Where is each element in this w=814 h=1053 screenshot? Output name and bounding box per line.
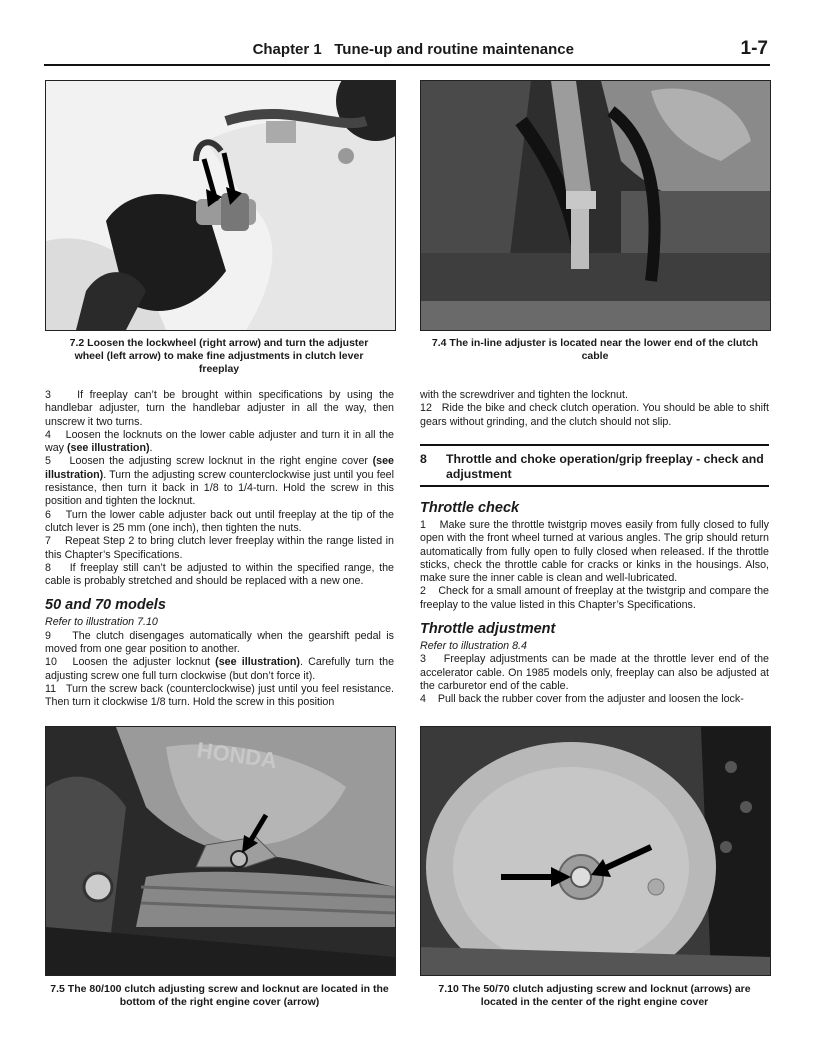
illustration-ref-8-4: Refer to illustration 8.4: [420, 640, 527, 653]
photo-7-5-drawing: [46, 727, 395, 975]
page-header: [44, 38, 770, 66]
throttle-paragraph-4: 4 Pull back the rubber cover from the adjuster and loosen the lock-: [420, 693, 744, 706]
honda-logo: HONDA: [195, 737, 279, 774]
subheading-throttle-check: Throttle check: [420, 500, 520, 516]
paragraph-10: [45, 656, 397, 683]
subheading-50-70-models: 50 and 70 models: [45, 597, 166, 614]
throttle-paragraph-2: 2 Check for a small amount of freeplay at the twistgrip and compare the freeplay to the value listed in this Chapter’s Specifications.: [420, 585, 772, 611]
paragraph-11: 11 Turn the screw back (counterclockwise) just until you feel resistance. Then turn it clockwise 1/8 turn. Hold the screw in this position: [45, 682, 397, 709]
section-number: 8: [420, 452, 427, 466]
paragraph-11-continued: with the screwdriver and tighten the locknut.: [420, 389, 628, 401]
caption-7-10: 7.10 The 50/70 clutch adjusting screw and locknut (arrows) are located in the center of the right engine cover: [438, 983, 751, 1008]
photo-7-4-drawing: [421, 81, 770, 330]
section-8-bottom-rule: [420, 485, 769, 487]
paragraph-12: 12 Ride the bike and check clutch operation. You should be able to shift gears without grinding, and the clutch should not slip.: [420, 402, 772, 428]
paragraph-4-ref: (see illustration): [66, 442, 150, 455]
paragraph-3: 3 If freeplay can’t be brought within specifications by using the handlebar adjuster, turn the handlebar adjuster in all the way, then unscrew it two turns.: [45, 389, 397, 428]
right-column-top: [420, 389, 772, 429]
illustration-ref-7-10: Refer to illustration 7.10: [45, 616, 158, 629]
photo-7-10-drawing: [421, 727, 770, 975]
photo-7-2-drawing: [46, 81, 395, 330]
section-title: Throttle and choke operation/grip freeplay - check and adjustment: [446, 452, 764, 481]
section-8-top-rule: [420, 444, 769, 446]
throttle-paragraph-1: 1 Make sure the throttle twistgrip moves easily from fully closed to fully open with the front wheel turned at various angles. The grip should return automatically from fully open to fully closed when released. If the throttle sticks, check the throttle cable for cracks or kinks in the housings. Also, make sure the inner cable is clean and well-lubricated.: [420, 519, 772, 585]
throttle-paragraph-3: 3 Freeplay adjustments can be made at the throttle lever end of the accelerator cable. On 1985 models only, freeplay can also be adjusted at the carburetor end of the cable.: [420, 653, 772, 692]
header-rule: [44, 64, 770, 66]
paragraph-4-text: 4 Loosen the locknuts on the lower cable adjuster and turn it in all the way: [45, 428, 397, 455]
photo-7-10-engine-cover: [420, 726, 771, 976]
caption-7-5: 7.5 The 80/100 clutch adjusting screw and locknut are located in the bottom of the right engine cover (arrow): [50, 983, 389, 1008]
paragraph-4: [45, 428, 397, 456]
page-number: 1-7: [740, 38, 768, 59]
paragraph-9: 9 The clutch disengages automatically when the gearshift pedal is moved from one gear position to another.: [45, 629, 397, 656]
section-8-heading: [420, 452, 769, 482]
paragraph-8: 8 If freeplay still can’t be adjusted to within the specified range, the cable is probably stretched and should be replaced with a new one.: [45, 561, 397, 588]
paragraph-10-ref: (see illustration): [215, 656, 300, 669]
photo-7-2-handlebar-adjuster: [45, 80, 396, 331]
photo-7-4-inline-adjuster: [420, 80, 771, 331]
paragraph-4-end: .: [149, 442, 153, 455]
caption-7-4: 7.4 The in-line adjuster is located near the lower end of the clutch cable: [431, 337, 759, 362]
paragraph-5-ref: (see illustration): [45, 455, 397, 481]
right-column-bottom: [420, 491, 772, 707]
paragraph-5-text: 5 Loosen the adjusting screw locknut in the right engine cover: [45, 455, 373, 468]
photo-7-5-engine-cover: [45, 726, 396, 976]
paragraph-6: 6 Turn the lower cable adjuster back out until freeplay at the tip of the clutch lever is 25 mm (one inch), then tighten the nuts.: [45, 508, 397, 534]
subheading-throttle-adjustment: Throttle adjustment: [420, 621, 556, 638]
chapter-title: Chapter 1 Tune-up and routine maintenance: [252, 41, 574, 58]
paragraph-10-end: . Carefully turn the adjusting screw one full turn clockwise (but don’t force it).: [45, 656, 397, 682]
left-column: [45, 389, 397, 710]
paragraph-5-end: . Turn the adjusting screw counterclockwise just until you feel resistance, then turn it back in 1/8 to 1/4-turn. Hold the screw in this position and tighten the locknut.: [45, 468, 397, 508]
paragraph-7: 7 Repeat Step 2 to bring clutch lever freeplay within the range listed in this Chapter’s Specifications.: [45, 535, 397, 561]
caption-7-2: 7.2 Loosen the lockwheel (right arrow) and turn the adjuster wheel (left arrow) to make fine adjustments in clutch lever freeplay: [69, 337, 369, 375]
paragraph-10-text: 10 Loosen the adjuster locknut: [45, 656, 216, 669]
paragraph-5: [45, 455, 397, 508]
